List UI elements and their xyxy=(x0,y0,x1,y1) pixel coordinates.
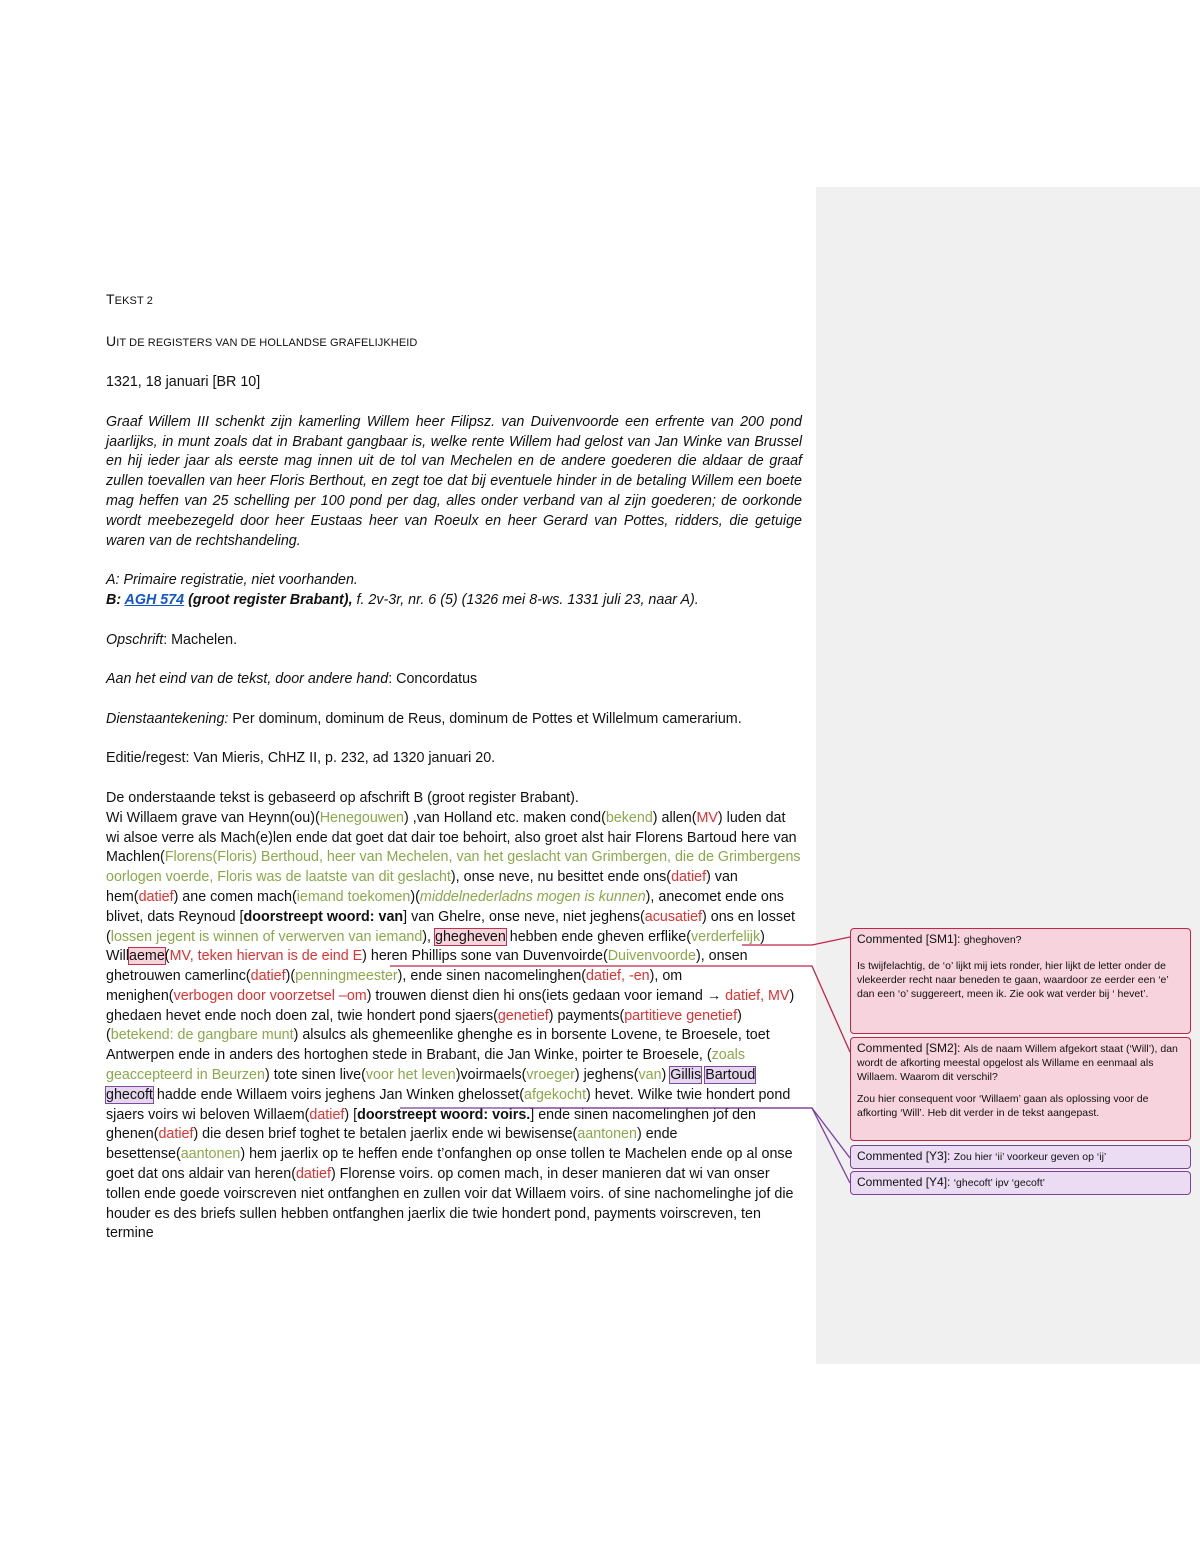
comment-y3[interactable]: Commented [Y3]: Zou hier ‘ii’ voorkeur geven op ‘ij’ xyxy=(850,1145,1191,1169)
editie-line: Editie/regest: Van Mieris, ChHZ II, p. 232, ad 1320 januari 20. xyxy=(106,750,496,767)
dienstaantekening: Dienstaantekening: Per dominum, dominum de Reus, dominum de Pottes et Willelmum camerarium. xyxy=(106,710,742,727)
comment-anchor-y3-bartoud[interactable]: Bartoud xyxy=(705,1067,756,1084)
eind-note: Aan het eind van de tekst, door andere hand: Concordatus xyxy=(106,671,478,688)
comment-anchor-y3-gillis[interactable]: Gillis xyxy=(670,1067,702,1084)
document-page xyxy=(106,290,802,1244)
opschrift: Opschrift: Machelen. xyxy=(106,631,238,648)
source-a: A: Primaire registratie, niet voorhanden. xyxy=(106,572,358,589)
intro-line: De onderstaande tekst is gebaseerd op afschrift B (groot register Brabant). xyxy=(106,789,579,806)
comment-sm1[interactable]: Commented [SM1]: gheghoven? Is twijfelachtig, de ‘o’ lijkt mij iets ronder, hier lijkt de letter onder de vlekeerder recht naar beneden te gaan, waardoor ze eerder een ‘e’ dan een ‘o’ suggereert, meen ik. Zie ook wat verder bij ‘ hevet’. xyxy=(850,928,1191,1034)
comment-anchor-sm1[interactable]: ghegheven xyxy=(435,928,506,945)
document-subtitle: UIT DE REGISTERS VAN DE HOLLANDSE GRAFELIJKHEID xyxy=(106,332,418,349)
document-title: TEKST 2 xyxy=(106,291,153,307)
transcription: Wi Willaem grave van Heynn(ou)(Henegouwen) ,van Holland etc. maken cond(bekend) allen(MV) luden dat wi alsoe verre als Mach(e)len ende dat goet dat dair toe behoirt, also groet alst hair Florens Bartoud here van Machlen(Florens(Floris) Berthoud, heer van Mechelen, van het geslacht van Grimbergen, die de Grimbergens oorlogen voerde, Floris was de laatste van dit geslacht), onse neve, nu besittet ende ons(datief) van hem(datief) ane comen mach(iemand toekomen)(middelnederladns mogen is kunnen), anecomet ende ons blivet, dats Reynoud [doorstreept woord: van] van Ghelre, onse neve, niet jeghens(acusatief) ons en losset (lossen jegent is winnen of verwerven van iemand), ghegheven hebben ende gheven erflike(verderfelijk) Willaeme(MV, teken hiervan is de eind E) heren Phillips sone van Duvenvoirde(Duivenvoorde), onsen ghetrouwen camerlinc(datief)(penningmeester), ende sinen nacomelinghen(datief, -en), om menighen(verbogen door voorzetsel –om) trouwen dienst dien hi ons(iets gedaan voor iemand → datief, MV) ghedaen hevet ende noch doen zal, twie hondert pond sjaers(genetief) payments(partitieve genetief)(betekend: de gangbare munt) alsulcs als ghemeenlike ghenghe es in borsente Lovene, te Broesele, toet Antwerpen ende in anders des hortoghen stede in Brabant, die Jan Winke, poirter te Broesele, (zoals geaccepteerd in Beurzen) tote sinen live(voor het leven)voirmaels(vroeger) jeghens(van) Gillis Bartoud ghecoft hadde ende Willaem voirs jeghens Jan Winken ghelosset(afgekocht) hevet. Wilke twie hondert pond sjaers voirs wi beloven Willaem(datief) [doorstreept woord: voirs.] ende sinen nacomelinghen jof den ghenen(datief) die desen brief toghet te betalen jaerlix ende wi bewisense(aantonen) ende besettense(aantonen) hem jaerlix op te heffen ende t’onfanghen op onse tollen te Machelen ende op al onse goet dat ons aldair van heren(datief) Florense voirs. op comen mach, in deser manieren dat wi van onser tollen ende goede voirscreven niet ontfanghen en zullen voir dat Willaem voirs. of sine nachomelinghe jof die houder es des briefs sullen hebben ontfanghen jaerlix die twie hondert pond, payments voirscreven, ten termine xyxy=(106,809,801,1242)
source-b: B: AGH 574 (groot register Brabant), f. 2v-3r, nr. 6 (5) (1326 mei 8-ws. 1331 juli 23, naar A). xyxy=(106,591,699,608)
comment-anchor-sm2[interactable]: aeme xyxy=(129,948,165,965)
comment-y4[interactable]: Commented [Y4]: ‘ghecoft’ ipv ‘gecoft’ xyxy=(850,1171,1191,1195)
agh-574-link[interactable]: AGH 574 xyxy=(124,591,185,608)
comment-sm2[interactable]: Commented [SM2]: Als de naam Willem afgekort staat (‘Will’), dan wordt de afkorting meestal opgelost als Willame en eenmaal als Willaem. Waarom dit verschil? Zou hier consequent voor ‘Willaem’ gaan als oplossing voor de afkorting ‘Will’. Heb dit verder in de tekst aangepast. xyxy=(850,1037,1191,1141)
date-line: 1321, 18 januari [BR 10] xyxy=(106,374,261,391)
summary-paragraph: Graaf Willem III schenkt zijn kamerling Willem heer Filipsz. van Duivenvoorde een erfrente van 200 pond jaarlijks, in munt zoals dat in Brabant gangbaar is, welke rente Willem had gelost van Jan Winke van Brussel en hij ieder jaar als eerste mag innen uit de tol van Mechelen en de andere goederen die aldaar de graaf zullen toevallen van heer Floris Berthout, en zegt toe dat bij eventuele hinder in de betaling Willem een boete mag heffen van 25 schelling per 100 pond per dag, alles onder verband van al zijn goederen; de oorkonde wordt meebezegeld door heer Eustaas heer van Roeulx en heer Gerard van Pottes, ridders, die getuige waren van de rechtshandeling. xyxy=(106,413,802,549)
comment-anchor-y4[interactable]: ghecoft xyxy=(106,1086,153,1103)
